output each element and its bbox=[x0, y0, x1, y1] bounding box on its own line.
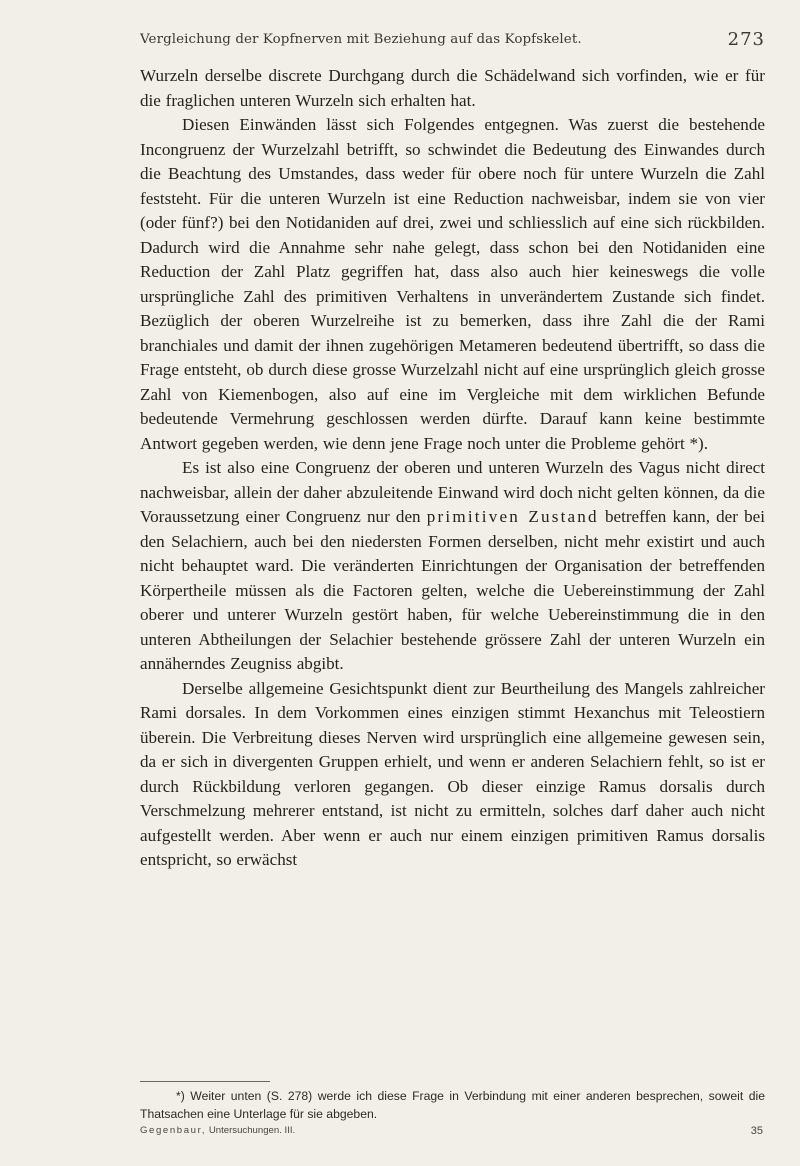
sheet-number: 35 bbox=[750, 1125, 763, 1137]
footnote-text: *) Weiter unten (S. 278) werde ich diese Frage in Verbindung mit einer anderen besprechen, soweit die Thatsachen eine Unterlage für sie abgeben. bbox=[140, 1089, 765, 1121]
paragraph-3 bbox=[140, 456, 765, 677]
signature-line bbox=[140, 1125, 765, 1136]
running-header bbox=[140, 29, 765, 50]
paragraph-3-before: Es ist also eine Congruenz der oberen und unteren Wurzeln des Vagus nicht direct nachweisbar, allein der daher abzuleitende Einwand wird doch nicht gelten können, da die Voraussetzung einer Congruenz nur den bbox=[140, 458, 765, 526]
paragraph-4: Derselbe allgemeine Gesichtspunkt dient zur Beurtheilung des Mangels zahlreicher Rami dorsales. In dem Vorkommen eines einzigen stimmt Hexanchus mit Teleostiern überein. Die Verbreitung dieses Nerven wird ursprünglich eine allgemeine gewesen sein, da er sich in divergenten Gruppen erhielt, und wenn er anderen Selachiern fehlt, so ist er durch Rückbildung verloren gegangen. Ob dieser einzige Ramus dorsalis durch Verschmelzung mehrerer entstand, ist nicht zu ermitteln, solches darf daher auch nicht aufgestellt werden. Aber wenn er auch nur einem einzigen primitiven Ramus dorsalis entspricht, so erwächst bbox=[140, 678, 765, 869]
page-number: 273 bbox=[727, 29, 765, 50]
paragraph-2: Diesen Einwänden lässt sich Folgendes entgegnen. Was zuerst die bestehende Incongruenz der Wurzelzahl betrifft, so schwindet die Bedeutung des Einwandes durch die Beachtung des Umstandes, dass weder für obere noch für untere Wurzeln die Zahl feststeht. Für die unteren Wurzeln ist eine Reduction nachweisbar, indem sie von vier (oder fünf?) bei den Notidaniden auf drei, zwei und schliesslich auf eine sich rückbilden. Dadurch wird die Annahme sehr nahe gelegt, dass schon bei den Notidaniden eine Reduction der Zahl Platz gegriffen hat, dass also auch hier keineswegs die volle ursprüngliche Zahl des primitiven Verhaltens in unverändertem Zustande sich findet. Bezüglich der oberen Wurzelreihe ist zu bemerken, dass ihre Zahl die der Rami branchiales und damit der ihnen zugehörigen Metameren bedeutend übertrifft, so dass die Frage entsteht, ob durch diese grosse Wurzelzahl nicht auf eine ursprünglich gleich grosse Zahl von Kiemenbogen, also auf eine im Vergleiche mit dem wirklichen Befunde bedeutende Vermehrung geschlossen werden dürfte. Darauf kann keine bestimmte Antwort gegeben werden, wie denn jene Frage noch unter die Probleme gehört *). bbox=[140, 115, 765, 453]
footnote bbox=[140, 1087, 765, 1123]
footnote-divider bbox=[140, 1081, 270, 1082]
running-title: Vergleichung der Kopfnerven mit Beziehung auf das Kopfskelet. bbox=[140, 32, 582, 47]
paragraph-1: Wurzeln derselbe discrete Durchgang durch die Schädelwand sich vorfinden, wie er für die fraglichen unteren Wurzeln sich erhalten hat. bbox=[140, 66, 765, 110]
signature-author: Gegenbaur, bbox=[140, 1125, 207, 1136]
main-text bbox=[140, 64, 765, 873]
emphasis-primitive-state: primitiven Zustand bbox=[426, 507, 599, 526]
paragraph-3-after: betreffen kann, der bei den Selachiern, auch bei den niedersten Formen derselben, nicht mehr existirt und auch nicht behauptet ward. Die veränderten Einrichtungen der Organisation der betreffenden Körpertheile müssen als die Factoren gelten, welche die Uebereinstimmung der Zahl oberer und unterer Wurzeln gestört haben, für welche Uebereinstimmung die in den unteren Abtheilungen der Selachier bestehende grössere Zahl der unteren Wurzeln ein annäherndes Zeugniss abgibt. bbox=[140, 507, 765, 673]
signature-series: Untersuchungen. III. bbox=[208, 1125, 296, 1136]
